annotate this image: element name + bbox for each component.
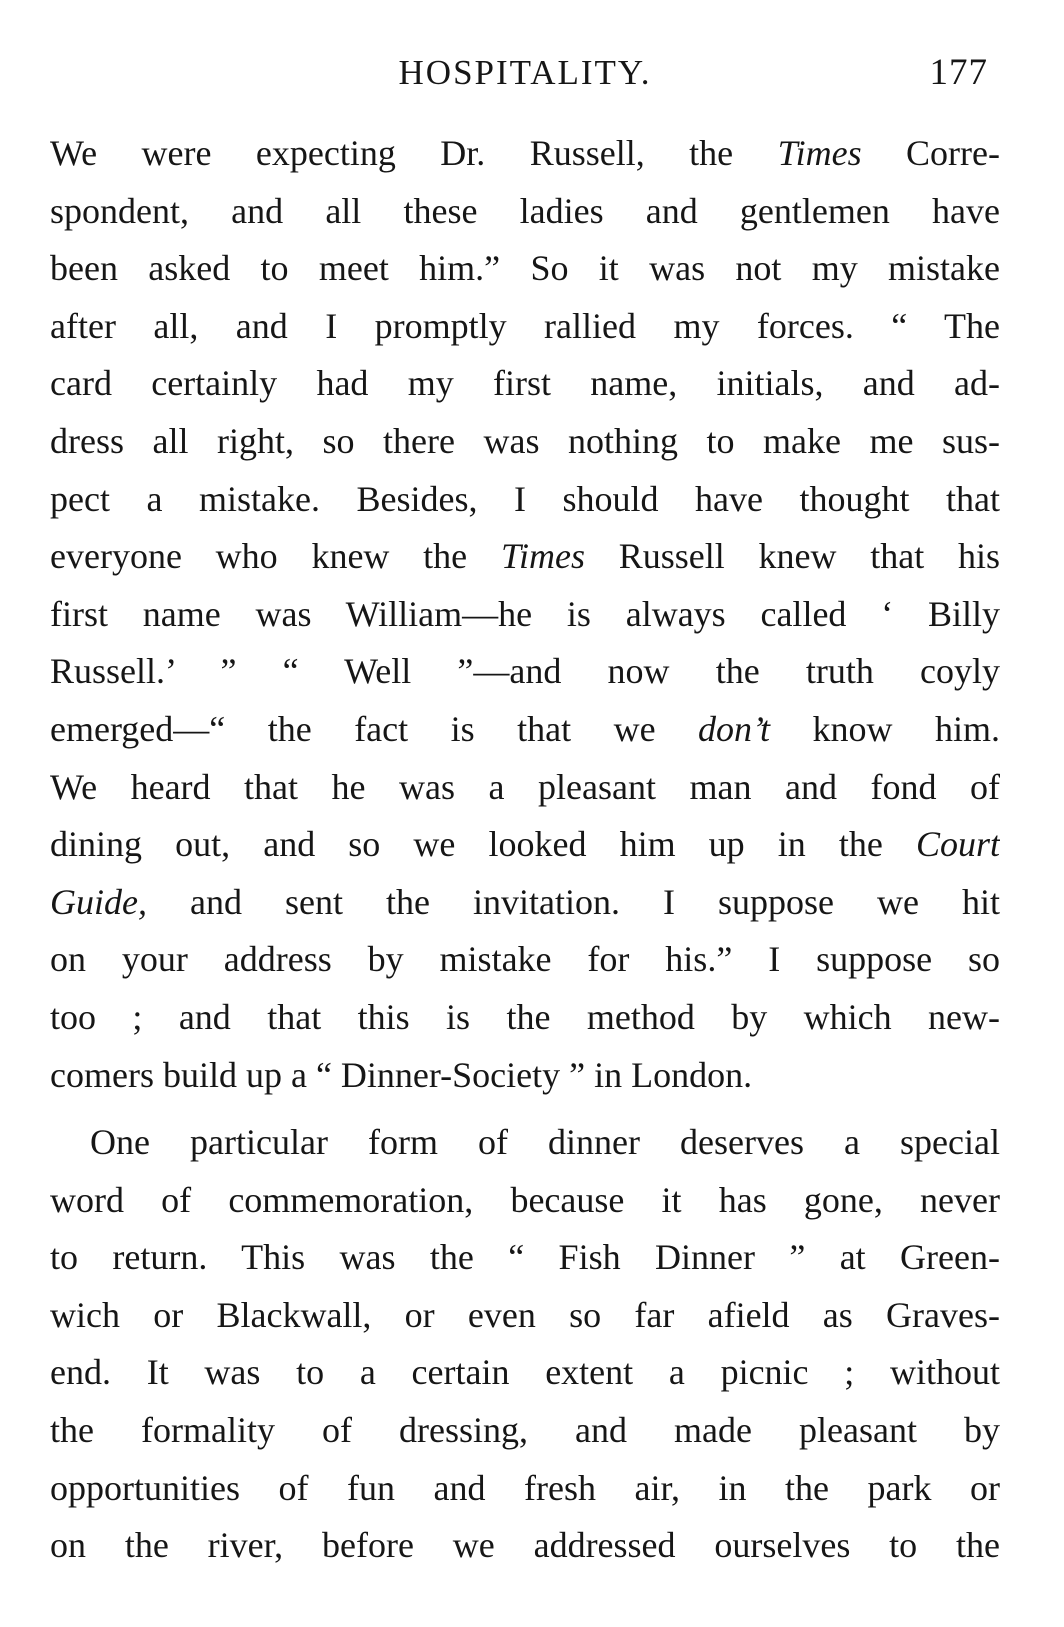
text-run: emerged—“ the fact is that we (50, 708, 699, 749)
text-run: been asked to meet him.” So it was not my mistake (50, 248, 1000, 289)
text-run: word of commemoration, because it has gone, never (50, 1179, 1000, 1220)
text-line (50, 643, 1000, 701)
text-run: dress all right, so there was nothing to make me sus- (50, 420, 1000, 461)
text-line (50, 1517, 1000, 1575)
text-line (50, 1172, 1000, 1230)
text-line (50, 1460, 1000, 1518)
text-line (50, 1402, 1000, 1460)
text-run: Russell.’ ” “ Well ”—and now the truth coyly (50, 651, 1000, 692)
text-line (50, 471, 1000, 529)
text-line (50, 586, 1000, 644)
text-run: first name was William—he is always called ‘ Billy (50, 593, 1000, 634)
text-line (50, 240, 1000, 298)
text-line (50, 1287, 1000, 1345)
text-run: on your address by mistake for his.” I suppose so (50, 939, 1000, 980)
text-line (50, 355, 1000, 413)
text-run: Russell knew that his (584, 536, 1000, 577)
text-line (50, 125, 1000, 183)
running-title: HOSPITALITY. (398, 53, 652, 92)
text-run: wich or Blackwall, or even so far afield as Graves- (50, 1294, 1000, 1335)
text-line (50, 1047, 1000, 1105)
text-run: dining out, and so we looked him up in the (50, 824, 916, 865)
text-run: after all, and I promptly rallied my forces. “ The (50, 305, 1000, 346)
text-run: end. It was to a certain extent a picnic ; without (50, 1352, 1000, 1393)
italic-text: Times (777, 133, 862, 173)
text-run: know him. (770, 708, 1000, 749)
text-run: everyone who knew the (50, 536, 501, 577)
paragraph (50, 1114, 1000, 1575)
italic-text: don’t (698, 708, 771, 749)
text-run: opportunities of fun and fresh air, in the park or (50, 1467, 1000, 1508)
text-line (50, 1229, 1000, 1287)
text-line (50, 528, 1000, 586)
text-line (50, 931, 1000, 989)
text-line (50, 816, 1000, 874)
italic-text: Court (915, 824, 1000, 865)
text-run: the formality of dressing, and made pleasant by (50, 1410, 1000, 1451)
text-line (50, 298, 1000, 356)
text-run: card certainly had my first name, initials, and ad- (50, 363, 1000, 404)
text-run: and sent the invitation. I suppose we hit (146, 881, 1000, 922)
text-run: too ; and that this is the method by which new- (50, 996, 1000, 1037)
text-run: pect a mistake. Besides, I should have thought that (50, 478, 1000, 519)
text-run: One particular form of dinner deserves a special (90, 1122, 1000, 1163)
text-run: to return. This was the “ Fish Dinner ” at Green- (50, 1237, 1000, 1278)
text-run: spondent, and all these ladies and gentlemen have (50, 190, 1000, 231)
running-head (50, 48, 1000, 98)
text-run: We were expecting Dr. Russell, the (50, 133, 778, 173)
text-line (50, 1114, 1000, 1172)
italic-text: Times (500, 536, 585, 577)
text-line (50, 1344, 1000, 1402)
text-line (50, 413, 1000, 471)
paragraph (50, 125, 1000, 1104)
text-run: We heard that he was a pleasant man and fond of (50, 766, 1000, 807)
text-line (50, 989, 1000, 1047)
body-text (50, 125, 1000, 1575)
text-run: on the river, before we addressed ourselves to the (50, 1525, 1000, 1566)
text-line (50, 759, 1000, 817)
text-line (50, 183, 1000, 241)
text-line (50, 701, 1000, 759)
italic-text: Guide, (50, 881, 147, 922)
text-run: comers build up a “ Dinner-Society ” in London. (50, 1054, 753, 1095)
text-run: Corre- (861, 133, 1000, 173)
page-number: 177 (929, 52, 988, 93)
text-line (50, 874, 1000, 932)
paragraph-gap (50, 1104, 1000, 1114)
